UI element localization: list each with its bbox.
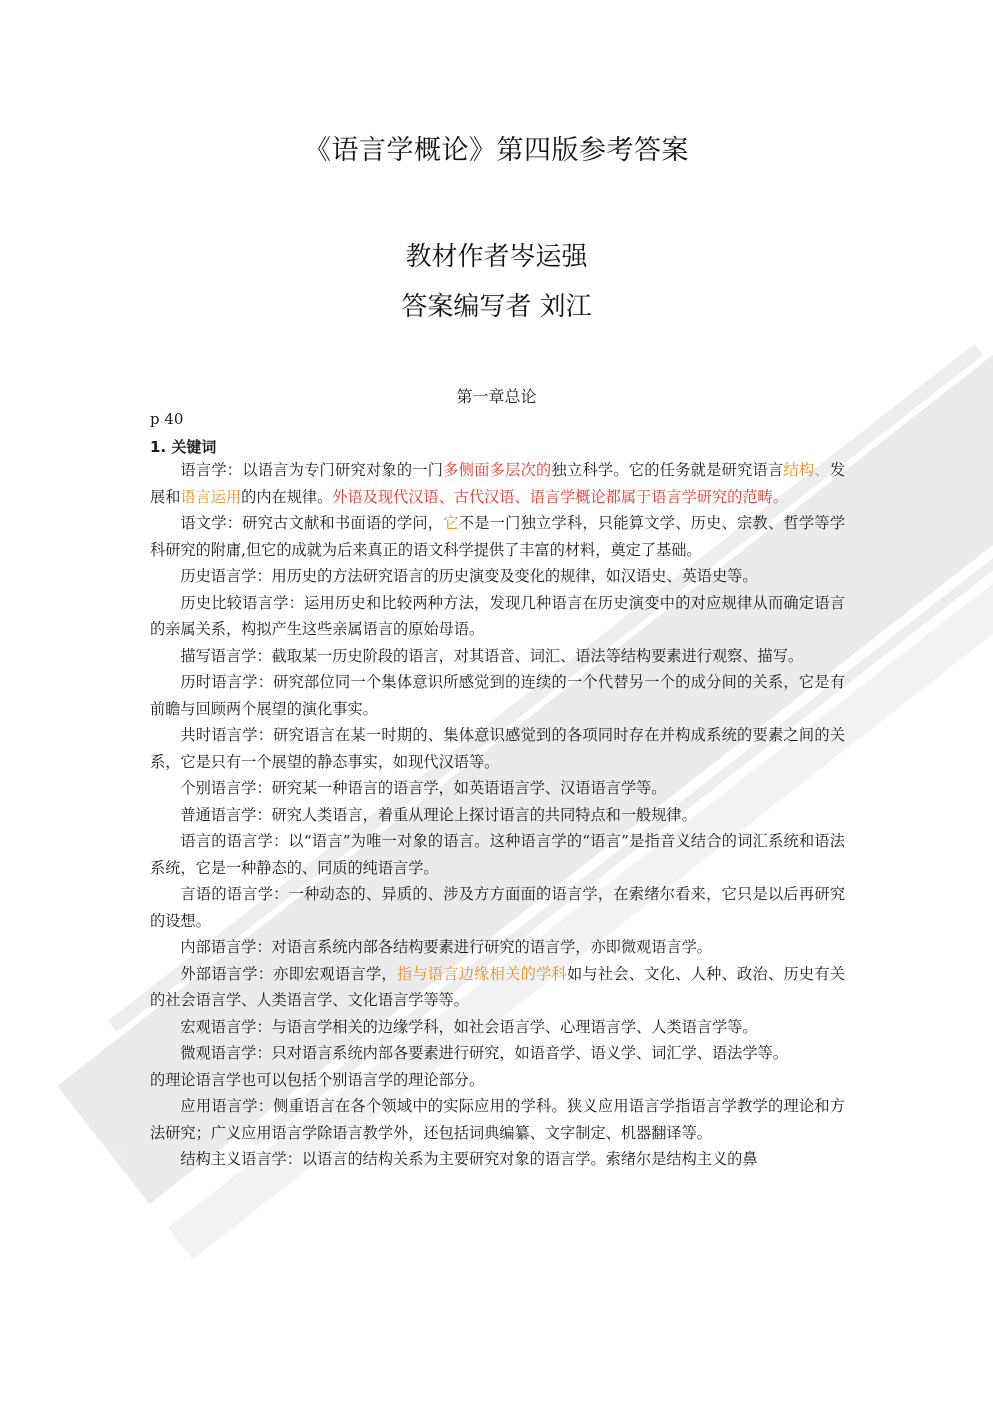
author-line: 教材作者岑运强 — [405, 242, 588, 272]
highlighted-text: 结构、 — [783, 461, 830, 479]
entry-text: 外部语言学：亦即宏观语言学， — [180, 964, 397, 983]
glossary-entry — [150, 722, 845, 775]
glossary-entry — [150, 1014, 845, 1041]
entry-text: 不是一门独立学科，只能算文学、历史、宗教、哲学等学科研究的附庸,但它的成就为后来真正的语文科学提供了丰富的材料，奠定了基础。 — [150, 514, 846, 559]
highlighted-text: 语言运用 — [180, 487, 242, 506]
entry-text: 历史比较语言学：运用历史和比较两种方法，发现几种语言在历史演变中的对应规律从而确定语言的亲属关系，构拟产生这些亲属语言的原始母语。 — [150, 593, 845, 638]
highlighted-text: 它 — [443, 514, 459, 532]
entry-text: 宏观语言学：与语言学相关的边缘学科，如社会语言学、心理语言学、人类语言学等。 — [180, 1017, 758, 1036]
glossary-entry — [150, 510, 845, 563]
entry-text: 描写语言学：截取某一历史阶段的语言，对其语音、词汇、语法等结构要素进行观察、描写。 — [180, 646, 804, 665]
entry-text: 应用语言学：侧重语言在各个领域中的实际应用的学科。狭义应用语言学指语言学教学的理论和方法研究；广义应用语言学除语言教学外，还包括词典编纂、文字制定、机器翻译等。 — [150, 1097, 845, 1142]
glossary-entry — [150, 881, 845, 934]
chapter-heading: 第一章总论 — [456, 387, 537, 406]
entry-text: 微观语言学：只对语言系统内部各要素进行研究，如语音学、语义学、词汇学、语法学等。 — [180, 1044, 788, 1062]
entry-text: 语文学：研究古文献和书面语的学问， — [180, 514, 444, 532]
section-heading: 1. 关键词 — [150, 438, 217, 456]
glossary-entry — [150, 1146, 845, 1173]
glossary-entry — [150, 934, 845, 961]
glossary-entry — [150, 563, 845, 590]
glossary-entry — [150, 828, 845, 881]
highlighted-text: 指与语言边缘相关的学科 — [396, 964, 567, 983]
editor-line: 答案编写者 刘江 — [401, 292, 592, 322]
glossary-entry — [150, 643, 845, 670]
glossary-entry — [150, 669, 845, 722]
glossary-entry — [150, 590, 845, 643]
entry-text: 言语的语言学：一种动态的、异质的、涉及方方面面的语言学，在索绪尔看来，它只是以后再研究的设想。 — [150, 885, 845, 930]
glossary-entry — [150, 802, 845, 829]
entry-text: 结构主义语言学：以语言的结构关系为主要研究对象的语言学。索绪尔是结构主义的鼻 — [180, 1150, 758, 1168]
entry-text: 个别语言学：研究某一种语言的语言学，如英语语言学、汉语语言学等。 — [180, 779, 667, 797]
entry-text: 的内在规律。 — [241, 487, 333, 506]
glossary-entry — [150, 1040, 845, 1067]
entry-text: 独立科学。它的任务就是研究语言 — [551, 461, 784, 479]
entry-text: 的理论语言学也可以包括个别语言学的理论部分。 — [150, 1070, 485, 1089]
entry-text: 内部语言学：对语言系统内部各结构要素进行研究的语言学，亦即微观语言学。 — [180, 938, 712, 956]
entry-text: 语言的语言学：以“语言”为唯一对象的语言。这种语言学的“语言”是指音义结合的词汇系统和语法系统，它是一种静态的、同质的纯语言学。 — [150, 832, 845, 877]
entry-text: 历史语言学：用历史的方法研究语言的历史演变及变化的规律，如汉语史、英语史等。 — [180, 567, 758, 585]
highlighted-text: 外语及现代汉语、古代汉语、语言学概论都属于语言学研究的范畴。 — [332, 487, 788, 506]
glossary-entry — [150, 457, 845, 510]
glossary-entries — [150, 457, 845, 1173]
page-reference: p 40 — [150, 410, 184, 428]
glossary-entry — [150, 775, 845, 802]
glossary-entry — [150, 1067, 845, 1094]
document-title: 《语言学概论》第四版参考答案 — [304, 135, 689, 166]
entry-text: 普通语言学：研究人类语言，着重从理论上探讨语言的共同特点和一般规律。 — [180, 805, 697, 824]
entry-text: 语言学：以语言为专门研究对象的一门 — [180, 461, 444, 479]
entry-text: 共时语言学：研究语言在某一时期的、集体意识感觉到的各项同时存在并构成系统的要素之间的关系，它是只有一个展望的静态事实，如现代汉语等。 — [150, 726, 845, 771]
highlighted-text: 多侧面多层次的 — [443, 461, 552, 479]
entry-text: 历时语言学：研究部位同一个集体意识所感觉到的连续的一个代替另一个的成分间的关系，它是有前瞻与回顾两个展望的演化事实。 — [150, 673, 845, 718]
glossary-entry — [150, 961, 845, 1014]
glossary-entry — [150, 1093, 845, 1146]
entry-text: 发展和 — [150, 461, 846, 506]
entry-text: 如与社会、文化、人种、政治、历史有关的社会语言学、人类语言学、文化语言学等等。 — [150, 964, 846, 1009]
